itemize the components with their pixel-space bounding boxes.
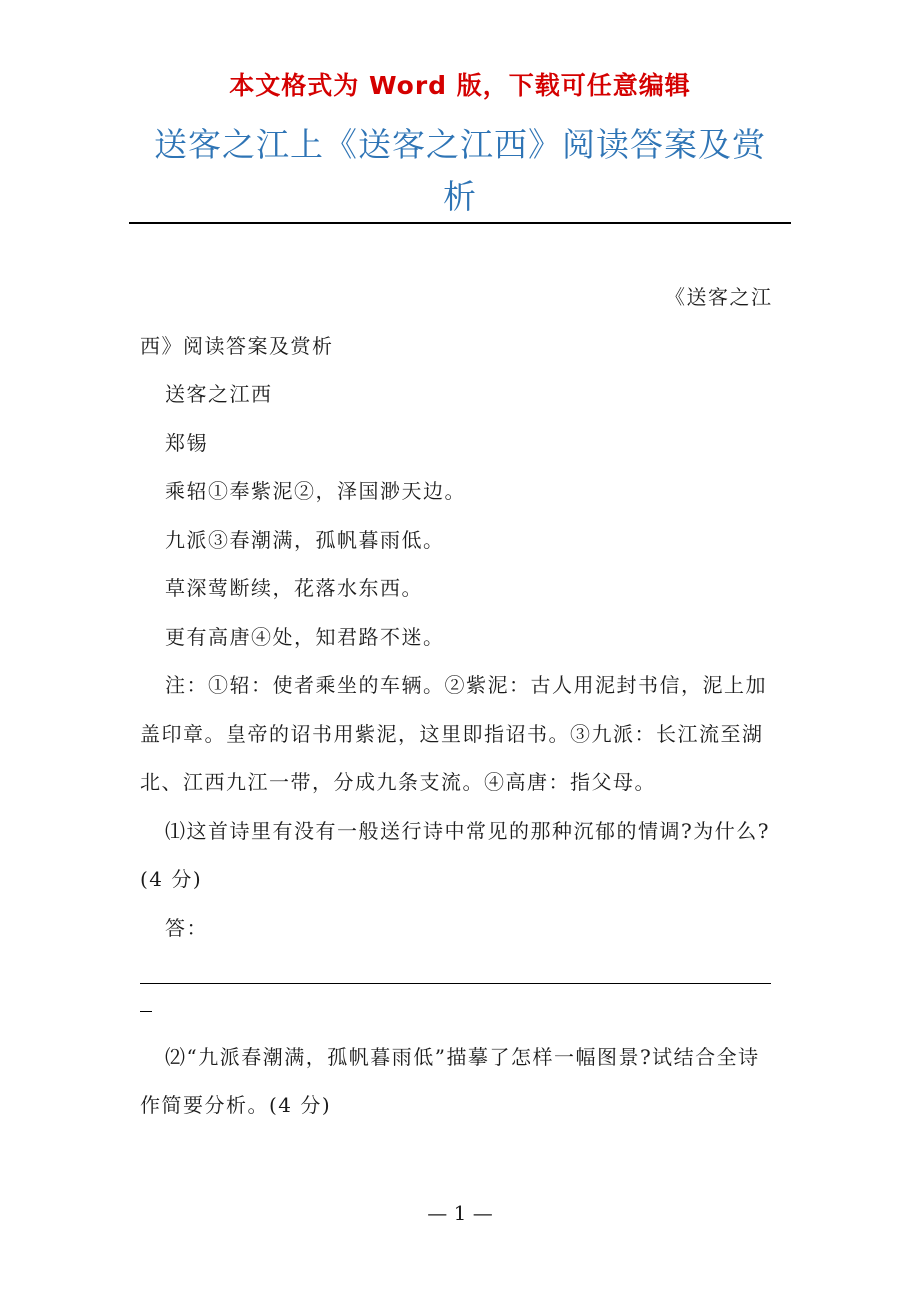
- question-2: ⑵“九派春潮满，孤帆暮雨低”描摹了怎样一幅图景?试结合全诗作简要分析。(4 分): [140, 1044, 760, 1117]
- title-divider: [129, 222, 791, 224]
- intro-heading: 《送客之江西》阅读答案及赏析: [140, 285, 773, 358]
- page-number: — 1 —: [427, 1201, 493, 1225]
- poem-author: 郑锡: [165, 430, 208, 455]
- poem-notes: 注：①轺：使者乘坐的车辆。②紫泥：古人用泥封书信，泥上加盖印章。皇帝的诏书用紫泥，这里即指诏书。③九派：长江流至湖北、江西九江一带，分成九条支流。④高唐：指父母。: [140, 673, 767, 794]
- answer-blank-tail: [140, 984, 780, 1033]
- poem-title: 送客之江西: [165, 382, 273, 406]
- document-body: [140, 273, 780, 1130]
- poem-line: 乘轺①奉紫泥②，泽国渺天边。: [165, 479, 466, 503]
- poem-line: 更有高唐④处，知君路不迷。: [165, 624, 445, 649]
- question-1: ⑴这首诗里有没有一般送行诗中常见的那种沉郁的情调?为什么? (4 分): [140, 818, 770, 891]
- poem-line: 草深莺断续，花落水东西。: [165, 576, 423, 600]
- poem-line: 九派③春潮满，孤帆暮雨低。: [165, 527, 445, 552]
- answer-label: 答：: [165, 915, 208, 940]
- document-title: 送客之江上《送客之江西》阅读答案及赏析: [154, 125, 766, 216]
- format-notice: 本文格式为 Word 版，下载可任意编辑: [229, 71, 691, 100]
